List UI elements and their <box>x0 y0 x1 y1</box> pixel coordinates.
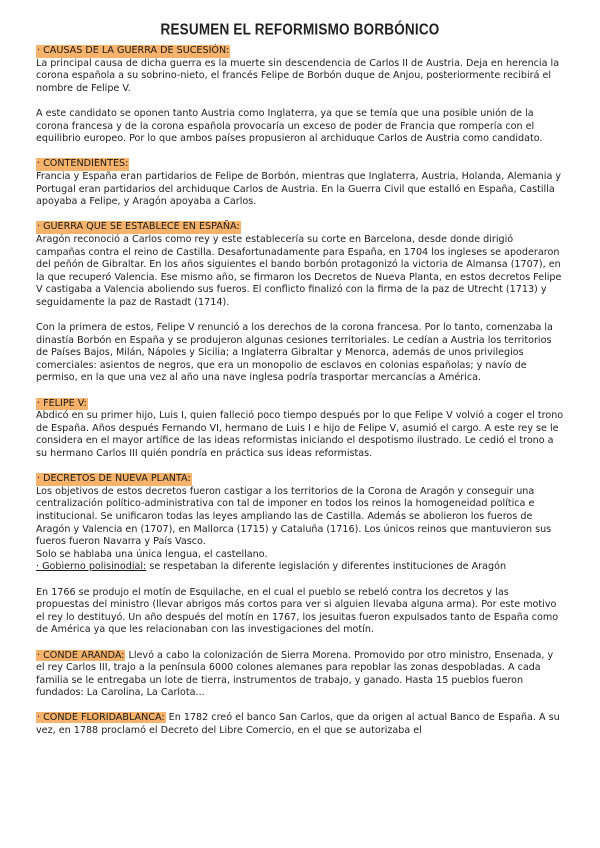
section-heading-guerra: · GUERRA QUE SE ESTABLECE EN ESPAÑA: <box>37 221 240 233</box>
section-floridablanca <box>36 712 564 737</box>
gobierno-text: se respetaban la diferente legislación y diferentes instituciones de Aragón <box>146 561 507 573</box>
section-heading-contendientes: · CONTENDIENTES: <box>37 158 129 170</box>
paragraph: Los objetivos de estos decretos fueron castigar a los territorios de la Corona de Aragón y conseguir una centralización político-administrativa con tal de imponer en todos los reinos la homogeneidad política e institucional. Se unificaron todas las leyes ampliando las de Castilla. Además se abolieron los fueros de Aragón y Valencia en (1707), en Mallorca (1715) y Cataluña (1716). Los únicos reinos que mantuvieron sus fueros fueron Navarra y País Vasco. <box>36 485 552 548</box>
section-heading-floridablanca: · CONDE FLORIDABLANCA: <box>37 712 165 724</box>
aranda-text: Llevó a cabo la colonización de Sierra Morena. Promovido por otro ministro, Ensenada, y el rey Carlos III, trajo a la península 6000 colones alemanes para repoblar las zonas despobladas. A cada familia se le entregaba un lote de tierra, instrumentos de trabajo, y ganado. Hasta 15 pueblos fueron fundados: La Carolina, La Carlota... <box>36 649 554 699</box>
paragraph: Abdicó en su primer hijo, Luis I, quien falleció poco tiempo después por lo que Felipe V volvió a coger el trono de España. Años después Fernando VI, hermano de Luis I e hijo de Felipe V, asumió el cargo. A este rey se le considera en el mayor artífice de las ideas reformistas iniciando el despotismo ilustrado. Le cedió el trono a su hermano Carlos III quién pondría en práctica sus ideas reformistas. <box>36 410 564 459</box>
section-decretos <box>36 473 564 637</box>
section-contendientes <box>36 158 564 208</box>
paragraph: Solo se hablaba una única lengua, el castellano. <box>36 548 268 560</box>
section-causas <box>36 45 564 146</box>
paragraph-floridablanca <box>36 712 564 737</box>
section-heading-decretos: · DECRETOS DE NUEVA PLANTA: <box>37 473 191 485</box>
paragraph-aranda <box>36 650 564 700</box>
paragraph: En 1766 se produjo el motín de Esquilache, en el cual el pueblo se rebeló contra los decretos y las propuestas del ministro (llevar abrigos más cortos para ver si alguien llevaba alguna arma). Por este motivo el rey lo destituyó. Un año después del motín en 1767, los jesuitas fueron expulsados tanto de España como de América ya que les relacionaban con las investigaciones del motín. <box>36 586 559 636</box>
floridablanca-text: En 1782 creó el banco San Carlos, que da origen al actual Banco de España. A su vez, en 1788 proclamó el Decreto del Libre Comercio, en el que se autorizaba el <box>36 712 560 737</box>
section-felipe <box>36 398 564 461</box>
section-aranda <box>36 650 564 700</box>
paragraph: Francia y España eran partidarios de Felipe de Borbón, mientras que Inglaterra, Austria, Holanda, Alemania y Portugal eran partidarios del archiduque Carlos de Austria. En la Guerra Civil que estalló en España, Castilla apoyaba a Felipe, y Aragón apoyaba a Carlos. <box>36 170 562 208</box>
section-heading-felipe: · FELIPE V: <box>37 397 87 409</box>
paragraph-gobierno <box>36 561 564 574</box>
section-guerra <box>36 221 564 385</box>
paragraph: Con la primera de estos, Felipe V renunció a los derechos de la corona francesa. Por lo tanto, comenzaba la dinastía Borbón en España y se produjeron algunas cesiones territoriales. Le cedían a Austria los territorios de Países Bajos, Milán, Nápoles y Sicilia; a Inglaterra Gibraltar y Menorca, además de unos privilegios comerciales: asientos de negros, que era un monopolio de esclavos en colonias españolas; y navío de permiso, en la que una vez al año una nave inglesa podría trasportar mercancías a América. <box>36 322 553 384</box>
paragraph: La principal causa de dicha guerra es la muerte sin descendencia de Carlos II de Austria. Deja en herencia la corona española a su sobrino-nieto, el francés Felipe de Borbón duque de Anjou, posteriormente recibirá el nombre de Felipe V. <box>36 57 560 94</box>
paragraph: Aragón reconoció a Carlos como rey y este establecería su corte en Barcelona, desde donde dirigió campañas contra el reino de Castilla. Desafortunadamente para España, en 1704 los ingleses se apoderaron del peñón de Gibraltar. En los años siguientes el bando borbón protagonizó la victoria de Almansa (1707), en la que recuperó Valencia. Ese mismo año, se firmaron los Decretos de Nueva Planta, en estos decretos Felipe V castigaba a Valencia aboliendo sus fueros. El conflicto finalizó con la firma de la paz de Utrecht (1713) y seguidamente la paz de Rastadt (1714). <box>36 233 562 308</box>
paragraph: A este candidato se oponen tanto Austria como Inglaterra, ya que se temía que una posible unión de la corona francesa y de la corona española provocaría un exceso de poder de Francia que rompería con el equilibrio europeo. Por lo que ambos países propusieron al archiduque Carlos de Austria como candidato. <box>36 107 543 145</box>
section-heading-aranda: · CONDE ARANDA: <box>37 649 125 661</box>
gobierno-label: · Gobierno polisinodial: <box>36 561 147 573</box>
section-heading-causas: · CAUSAS DE LA GUERRA DE SUCESIÓN: <box>37 45 230 56</box>
document-title: RESUMEN EL REFORMISMO BORBÓNICO <box>160 20 440 39</box>
